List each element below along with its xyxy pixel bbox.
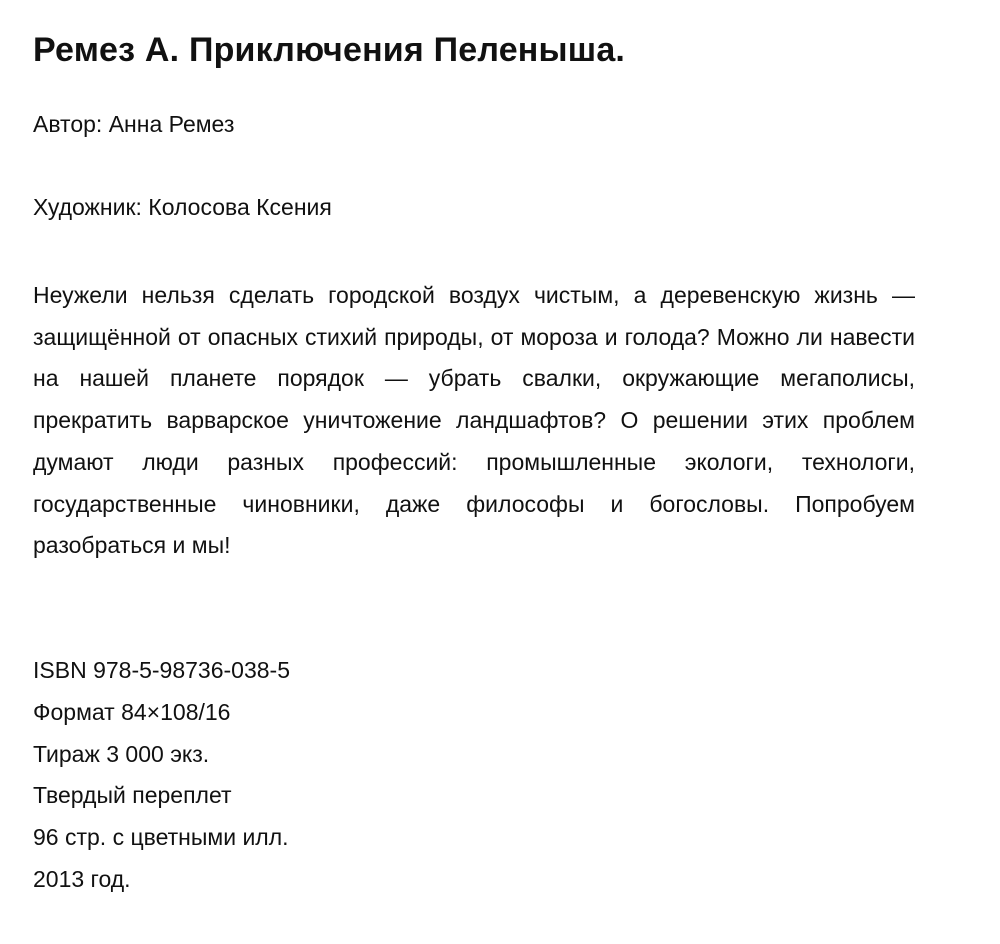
isbn-line: ISBN 978-5-98736-038-5: [33, 657, 290, 683]
author-line: Автор: Анна Ремез: [33, 111, 235, 137]
book-title: Ремез А. Приключения Пеленыша.: [33, 31, 626, 69]
format-line: Формат 84×108/16: [33, 698, 231, 725]
publication-details: [33, 650, 290, 901]
illustrator-line: Художник: Колосова Ксения: [33, 194, 332, 220]
year-line: 2013 год.: [33, 865, 131, 892]
book-description: Неужели нельзя сделать городской воздух чистым, а деревенскую жизнь — защищённой от опасных стихий природы, от мороза и голода? Можно ли навести на нашей планете порядок — убрать свалки, окружающие мегаполисы, прекратить варварское уничтожение ландшафтов? О решении этих проблем думают люди разных профессий: промышленные экологи, технологи, государственные чиновники, даже философы и богословы. Попробуем разобраться и мы!: [33, 282, 915, 559]
pages-line: 96 стр. с цветными илл.: [33, 824, 289, 851]
print-run-line: Тираж 3 000 экз.: [33, 740, 210, 767]
binding-line: Твердый переплет: [33, 782, 232, 809]
